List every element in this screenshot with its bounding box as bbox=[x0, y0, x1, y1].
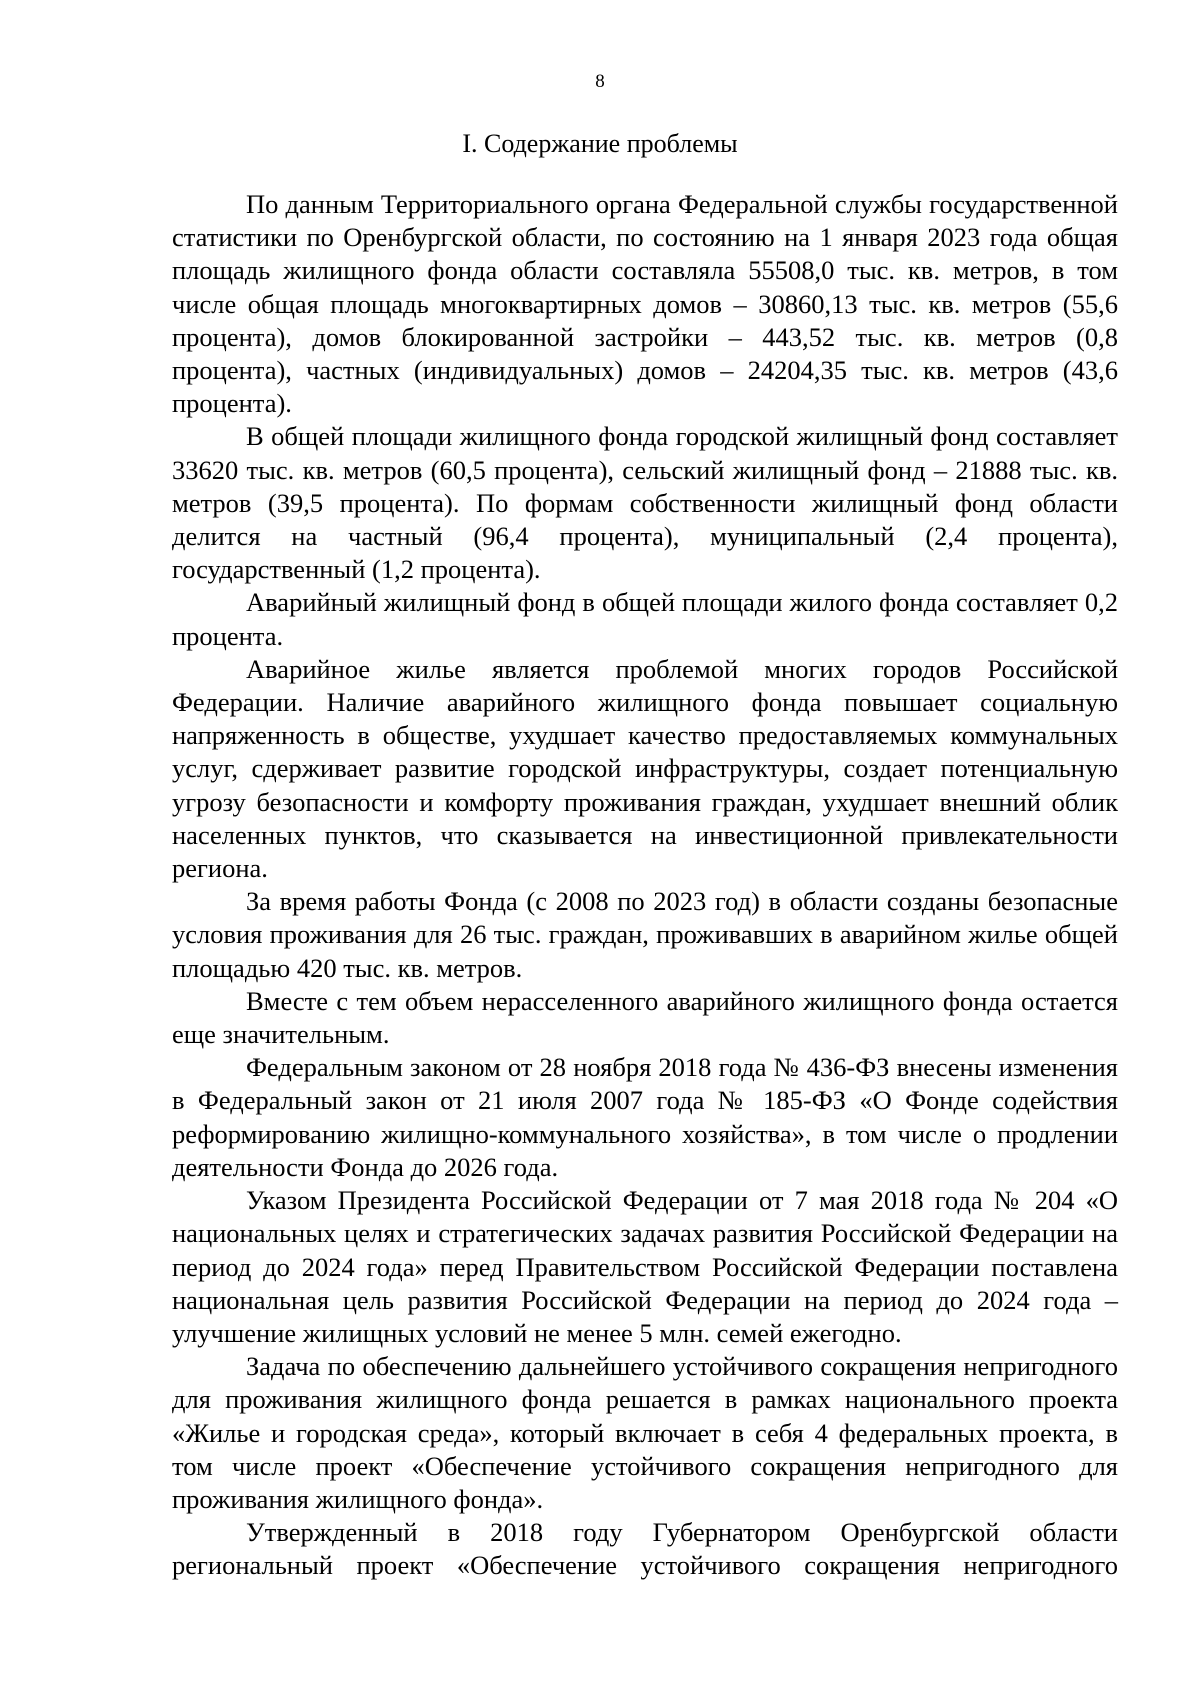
section-title: I. Содержание проблемы bbox=[462, 129, 738, 158]
paragraph-federal-law: Федеральным законом от 28 ноября 2018 года № 436-ФЗ внесены изменения в Федеральный закон от 21 июля 2007 года № 185-ФЗ «О Фонде содействия реформированию жилищно-коммунального хозяйства», в том числе о продлении деятельности Фонда до 2026 года. bbox=[172, 1052, 1118, 1182]
paragraph-remaining-volume: Вместе с тем объем нерасселенного аварийного жилищного фонда остается еще значительным. bbox=[172, 985, 1118, 1050]
paragraph-presidential-decree: Указом Президента Российской Федерации от 7 мая 2018 года № 204 «О национальных целях и стратегических задачах развития Российской Федерации на период до 2024 года» перед Правительством Российской Федерации поставлена национальная цель развития Российской Федерации на период до 2024 года – улучшение жилищных условий не менее 5 млн. семей ежегодно. bbox=[172, 1185, 1118, 1348]
paragraph-emergency-problem: Аварийное жилье является проблемой многих городов Российской Федерации. Наличие аварийного жилищного фонда повышает социальную напряженность в обществе, ухудшает качество предоставляемых коммунальных услуг, сдерживает развитие городской инфраструктуры, создает потенциальную угрозу безопасности и комфорту проживания граждан, ухудшает внешний облик населенных пунктов, что сказывается на инвестиционной привлекательности региона. bbox=[172, 653, 1118, 884]
paragraph-emergency-share: Аварийный жилищный фонд в общей площади жилого фонда составляет 0,2 процента. bbox=[172, 587, 1118, 651]
paragraph-housing-stock-total: По данным Территориального органа Федеральной службы государственной статистики по Оренбургской области, по состоянию на 1 января 2023 года общая площадь жилищного фонда области составляла 55508,0 тыс. кв. метров, в том числе общая площадь многоквартирных домов – 30860,13 тыс. кв. метров (55,6 процента), домов блокированной застройки – 443,52 тыс. кв. метров (0,8 процента), частных (индивидуальных) домов – 24204,35 тыс. кв. метров (43,6 процента). bbox=[172, 189, 1118, 419]
paragraph-urban-rural-stock: В общей площади жилищного фонда городской жилищный фонд составляет 33620 тыс. кв. метров (60,5 процента), сельский жилищный фонд – 21888 тыс. кв. метров (39,5 процента). По формам собственности жилищный фонд области делится на частный (96,4 процента), муниципальный (2,4 процента), государственный (1,2 процента). bbox=[172, 421, 1118, 585]
paragraph-national-project: Задача по обеспечению дальнейшего устойчивого сокращения непригодного для проживания жилищного фонда решается в рамках национального проекта «Жилье и городская среда», который включает в себя 4 федеральных проекта, в том числе проект «Обеспечение устойчивого сокращения непригодного для проживания жилищного фонда». bbox=[172, 1351, 1118, 1514]
page-number: 8 bbox=[595, 71, 605, 92]
document-body bbox=[172, 188, 1118, 1583]
paragraph-fund-results: За время работы Фонда (с 2008 по 2023 год) в области созданы безопасные условия проживания для 26 тыс. граждан, проживавших в аварийном жилье общей площадью 420 тыс. кв. метров. bbox=[172, 886, 1118, 983]
paragraph-regional-project: Утвержденный в 2018 году Губернатором Оренбургской области региональный проект «Обеспечение устойчивого сокращения непригодного bbox=[172, 1517, 1118, 1581]
